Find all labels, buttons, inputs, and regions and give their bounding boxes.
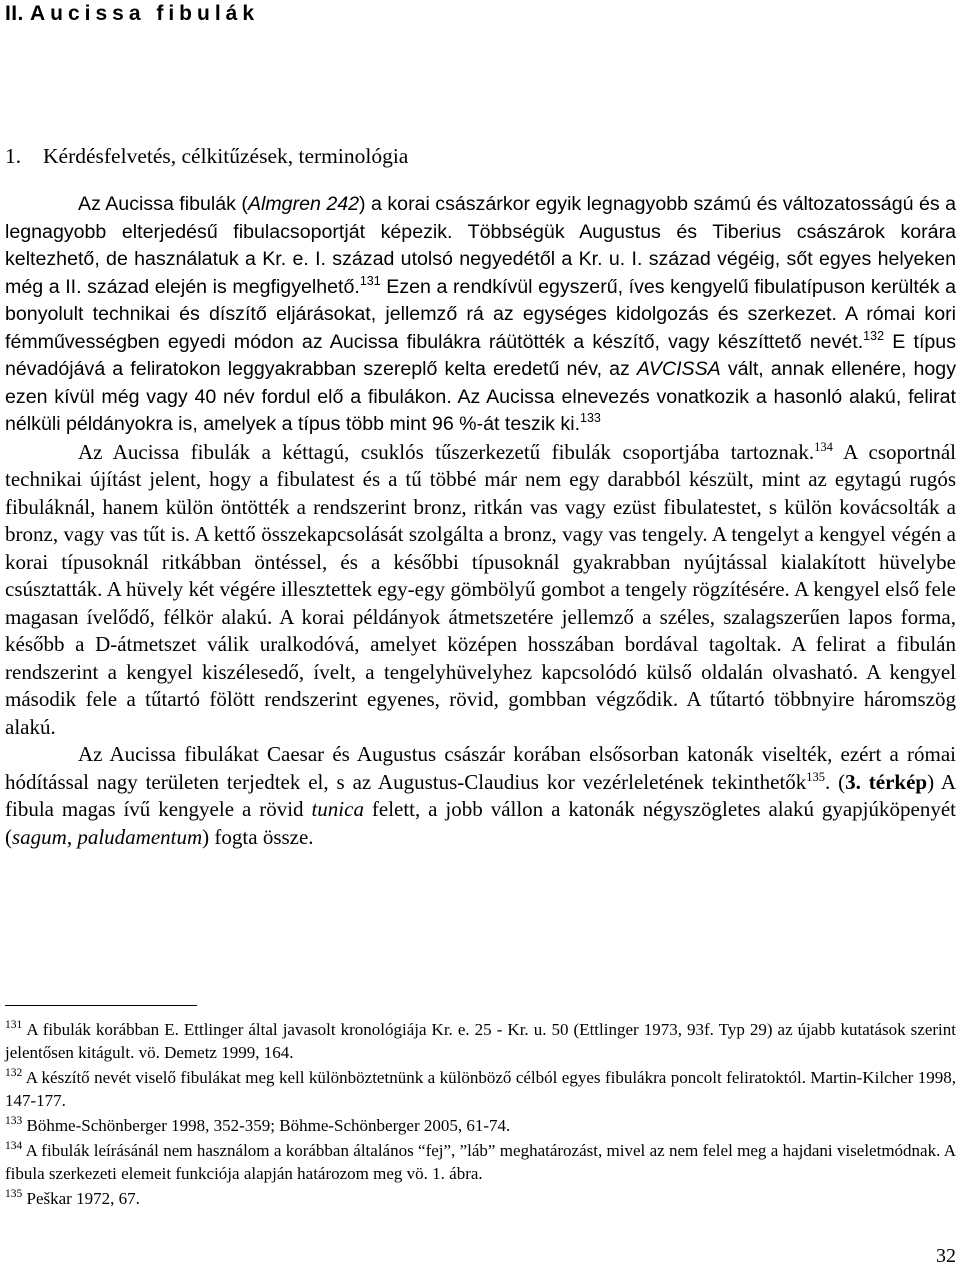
text-run: Az Aucissa fibulákat Caesar és Augustus császár korában elsősorban katonák viselték, ezért a római hódítással nagy területen terjedtek el, s az Augustus-Claudius kor vezérleletének tekinthetők [5,742,956,794]
footnote-ref-133[interactable]: 133 [580,411,601,425]
footnote-ref-134[interactable]: 134 [814,439,833,454]
text-run: vált, annak ellenére, hogy ezen kívül még vagy 40 név fordul elő a fibulákon. Az Aucissa elnevezés vonatkozik a hasonló alakú, felirat nélküli példányokra is, amelyek a típus több mint 96 %-át teszik ki. [5,358,956,435]
footnote-number: 132 [5,1067,23,1079]
footnote-ref-135[interactable]: 135 [806,769,826,784]
text-run: A csoportnál technikai újítást jelent, hogy a fibulatest és a tű többé már nem egy darabból készült, mint az egytagú rugós fibuláknál, hanem külön öntötték a rendszerint bronz, ritkán vas vagy ezüst fibulatestet, s külön kovácsolták a bronz, vagy vas tűt is. A kettő összekapcsolását szolgálta a bronz, vagy vas tengely. A tengelyt a kengyel végén a korai típusoknál ritkábban öntéssel, és a későbbi típusoknál gyakrabban nyújtással kialakított hüvelybe csúsztatták. A hüvely két végére illesztettek egy-egy gömbölyű gombot a tengely rögzítésére. A kengyel első fele magasan ívelődő, félkör alakú. A korai példányok átmetszetére jellemző a széles, szalagszerűen lapos forma, később a D-átmetszet válik uralkodóvá, amelyet középen hosszában bordával tagoltak. A felirat a fibulán rendszerint a kengyel kiszélesedő, ívelt, a tengelyhüvelyhez kapcsolódó külső oldalán olvasható. A kengyel második fele a tűtartó fölött rendszerint egyenes, rövid, gombban végződik. A tűtartó többnyire háromszög alakú. [5,439,956,739]
footnote-text: A fibulák korábban E. Ettlinger által javasolt kronológiája Kr. e. 25 - Kr. u. 50 (Ettlinger 1973, 93f. Typ 29) az újabb kutatások szerint jelentősen kitágult. vö. Demetz 1999, 164. [5,1020,956,1062]
section-number: 1. [5,144,22,168]
chapter-title-text: Aucissa fibulák [29,2,260,25]
body-text [5,191,956,851]
footnote-text: Böhme-Schönberger 1998, 352-359; Böhme-Schönberger 2005, 61-74. [22,1116,511,1135]
text-run: ) fogta össze. [202,824,314,849]
paragraph-2 [5,439,956,742]
paragraph-3 [5,741,956,851]
italic-term: Almgren 242 [247,193,360,215]
text-run: ) a korai császárkor egyik legnagyobb számú és változatosságú és a legnagyobb elterjedésű fibulacsoportját képezik. Többségük Augustus és Tiberius császárok korára keltezhető, de használatuk a Kr. e. I. század utolsó negyedétől a Kr. u. I. század végéig, sőt egyes helyeken még a II. század elején is megfigyelhető. [5,193,956,298]
footnote-divider [5,1005,197,1006]
text-run: , [66,824,78,849]
chapter-title [5,2,259,26]
footnote-number: 134 [5,1140,23,1152]
text-run: Az Aucissa fibulák ( [78,193,248,215]
italic-term: paludamentum [77,824,203,849]
footnote-number: 131 [5,1019,23,1031]
footnote-text: Peškar 1972, 67. [22,1189,140,1208]
footnote-number: 133 [5,1115,23,1127]
chapter-number: II. [5,2,24,25]
footnote-ref-131[interactable]: 131 [359,273,381,288]
text-run: felett, a jobb vállon a katonák négyszögletes alakú gyapjúköpenyét ( [5,797,956,849]
text-run: . ( [825,769,846,794]
footnote-131 [5,1018,956,1064]
text-run: Ezen a rendkívül egyszerű, íves kengyelű fibulatípuson kerülték a bonyolult technikai és díszítő eljárásokat, jellemző rá az egységes kidolgozás és szerkezet. A római kori fémművességben egyedi módon az Aucissa fibulákra ráütötték a készítő, vagy készíttető nevét. [5,275,956,353]
footnote-text: A készítő nevét viselő fibulákat meg kell különböztetnünk a különböző célból egyes fibulákra poncolt feliratoktól. Martin-Kilcher 1998, 147-177. [5,1068,956,1110]
text-run: Az Aucissa fibulák a kéttagú, csuklós tűszerkezetű fibulák csoportjába tartoznak. [78,439,815,464]
italic-term: AVCISSA [636,358,721,380]
footnote-text: A fibulák leírásánál nem használom a korábban általános “fej”, ”láb” meghatározást, mivel az nem felel meg a hajdani viseletmódnak. A fibula szerkezeti elemeit funkciója alapján határozom meg vö. 1. ábra. [5,1141,956,1183]
italic-term: sagum [12,824,67,849]
footnote-134 [5,1139,956,1185]
section-title: Kérdésfelvetés, célkitűzések, terminológia [43,144,409,168]
footnote-132 [5,1066,956,1112]
map-reference: 3. térkép [845,769,928,794]
paragraph-1 [5,191,956,439]
footnote-133 [5,1114,956,1137]
footnote-135 [5,1187,956,1210]
footnotes [5,1018,956,1212]
text-run: ) A fibula magas ívű kengyele a rövid [5,769,957,821]
section-heading [5,144,408,169]
page-number: 32 [936,1245,956,1267]
text-run: E típus névadójává a feliratokon leggyakrabban szereplő kelta eredetű név, az [5,330,956,380]
footnote-ref-132[interactable]: 132 [863,328,885,343]
footnote-number: 135 [5,1188,23,1200]
italic-term: tunica [311,797,364,821]
